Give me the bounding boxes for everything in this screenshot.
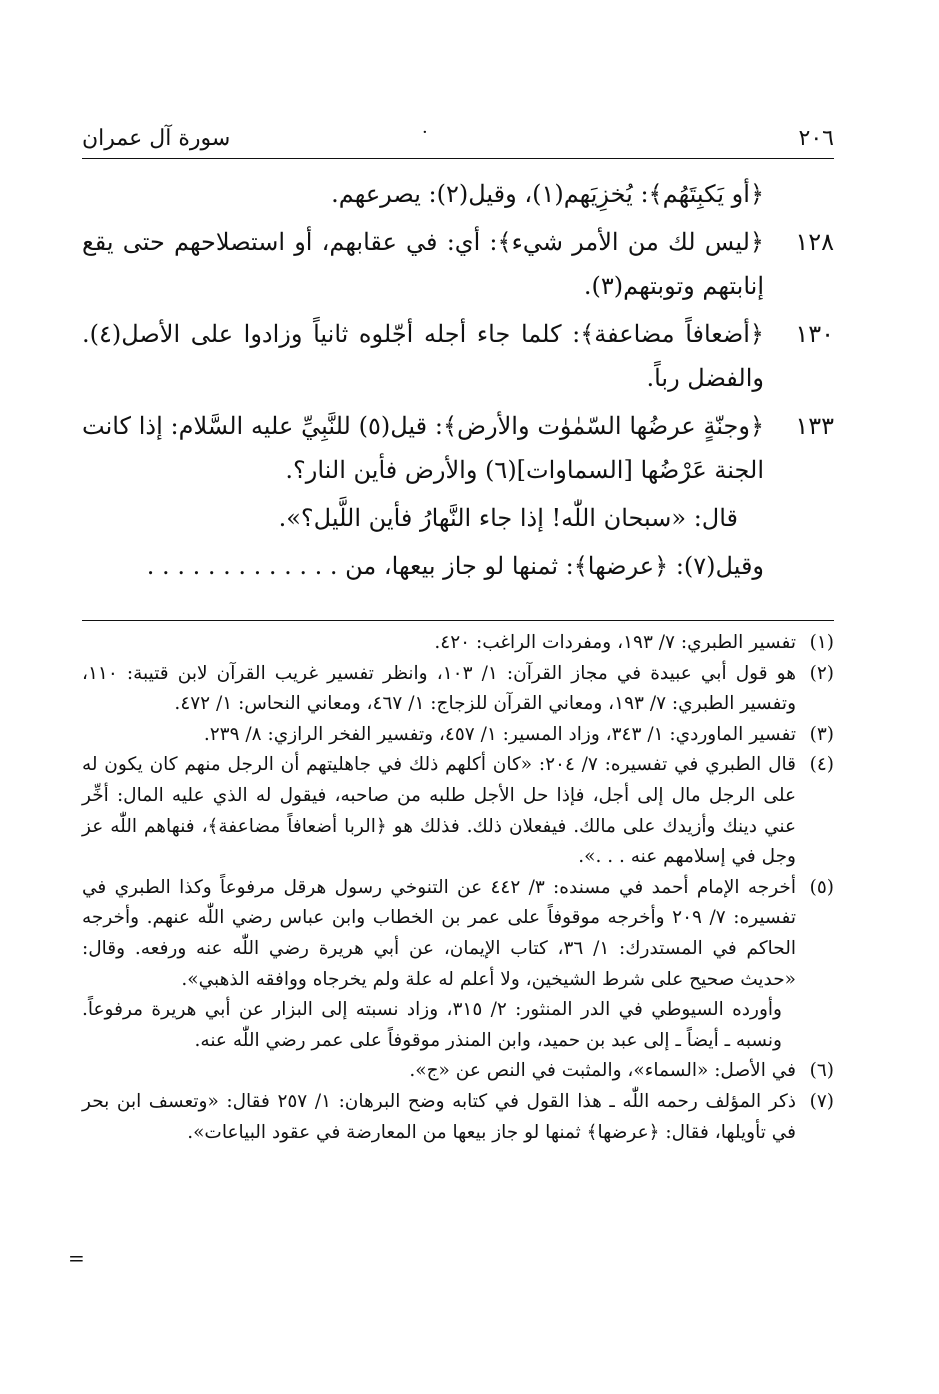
entry-quote — [82, 496, 834, 540]
footnote-paragraph: في الأصل: «السماء»، والمثبت في النص عن «ج». — [409, 1060, 796, 1082]
header-divider — [82, 158, 834, 159]
footnote-paragraph: قال الطبري في تفسيره: ٧/ ٢٠٤: «كان أكلهم ذلك في جاهليتهم أن الرجل منهم كان يكون له على الرجل مال إلى أجل، فإذا حل الأجل طلبه من صاحبه، فيقول له الذي عليه المال: أخِّر عني دينك وأزيدك على مالك. فيفعلان ذلك. فذلك هو ﴿الربا أضعافاً مضاعفة﴾، فنهاهم اللّٰه عز وجل في إسلامهم عنه . . .». — [82, 754, 796, 868]
footnote-number: (٢) — [809, 662, 834, 684]
entry-133 — [82, 404, 834, 492]
footnote-text — [82, 1087, 796, 1148]
entry-text: قال: «سبحان اللّٰه! إذا جاء النَّهارُ فأين اللَّيل؟». — [278, 504, 738, 532]
page-number: ٢٠٦ — [798, 125, 834, 151]
verse-number: ١٣٠ — [795, 320, 834, 348]
footnote-number: (٣) — [809, 723, 834, 745]
footnote-paragraph: ذكر المؤلف رحمه اللّٰه ـ هذا القول في كتابه وضح البرهان: ١/ ٢٥٧ فقال: «وتعسف ابن بحر في تأويلها، فقال: ﴿عرضها﴾ ثمنها لو جاز بيعها من المعارضة في عقود البياعات». — [82, 1090, 796, 1143]
footnote-number: (٥) — [809, 876, 834, 898]
entry-text: ﴿أو يَكبِتَهُم﴾: يُخزِيَهم(١)، وقيل(٢): يصرعهم. — [331, 180, 764, 208]
entry-text: ﴿ليس لك من الأمر شيء﴾: أي: في عقابهم، أو استصلاحهم حتى يقع إنابتهم وتوبتهم(٣). — [82, 228, 764, 300]
footnote-paragraph: تفسير الماوردي: ١/ ٣٤٣، وزاد المسير: ١/ ٤٥٧، وتفسير الفخر الرازي: ٨/ ٢٣٩. — [203, 723, 796, 745]
entry-128 — [82, 220, 834, 308]
continuation-mark: = — [68, 1246, 85, 1270]
footnote — [82, 659, 834, 720]
footnote-paragraph: أخرجه الإمام أحمد في مسنده: ٣/ ٤٤٢ عن التنوخي رسول هرقل مرفوعاً وكذا الطبري في تفسيره: ٧/ ٢٠٩ وأخرجه موقوفاً على عمر بن الخطاب وابن عباس رضي اللّٰه عنهم. وأخرجه الحاكم في المستدرك: ١/ ٣٦، كتاب الإيمان، عن أبي هريرة رضي اللّٰه عنه ورفعه. وقال: «حديث صحيح على شرط الشيخين، ولا أعلم له علة ولم يخرجاه ووافقه الذهبي». — [82, 876, 796, 990]
footnote-text — [82, 659, 796, 720]
verse-number: ١٣٣ — [795, 412, 834, 440]
footnote-paragraph: تفسير الطبري: ٧/ ١٩٣، ومفردات الراغب: ٤٢٠. — [434, 632, 796, 653]
footnote-divider — [82, 620, 834, 621]
footnote — [82, 1087, 834, 1148]
footnote-paragraph: وأورده السيوطي في الدر المنثور: ٢/ ٣١٥، وزاد نسبته إلى البزار عن أبي هريرة مرفوعاً. ونسبه ـ أيضاً ـ إلى عبد بن حميد، وابن المنذر موقوفاً على عمر رضي اللّٰه عنه. — [82, 999, 782, 1051]
verse-number: ١٢٨ — [795, 228, 834, 256]
main-text — [82, 172, 834, 592]
footnote-paragraph: هو قول أبي عبيدة في مجاز القرآن: ١/ ١٠٣، وانظر تفسير غريب القرآن لابن قتيبة: ١١٠، وتفسير الطبري: ٧/ ١٩٣، ومعاني القرآن للزجاج: ١/ ٤٦٧، ومعاني النحاس: ١/ ٤٧٢. — [82, 662, 796, 715]
footnote — [82, 628, 834, 659]
footnotes — [82, 628, 834, 1148]
entry-continuation — [82, 172, 834, 216]
footnote — [82, 750, 834, 872]
entry-continuation — [82, 544, 834, 588]
footnote-number: (٧) — [809, 1090, 834, 1112]
page-header — [82, 120, 834, 156]
surah-title: سورة آل عمران — [82, 125, 231, 151]
entry-130 — [82, 312, 834, 400]
footnote-number: (٤) — [809, 754, 834, 776]
header-dot: · — [422, 122, 428, 143]
entry-text: ﴿وجنّةٍ عرضُها السّمٰوٰت والأرض﴾: قيل(٥) للنَّبِيِّ عليه السَّلام: إذا كانت الجنة عَرْضُها [السماوات](٦) والأرض فأين النار؟. — [82, 412, 765, 484]
footnote-text — [82, 873, 796, 1057]
footnote — [82, 1056, 834, 1087]
entry-text: وقيل(٧): ﴿عرضها﴾: ثمنها لو جاز بيعها، من . . . . . . . . . . . . . — [146, 552, 764, 580]
footnote-text — [82, 720, 796, 751]
entry-text: ﴿أضعافاً مضاعفة﴾: كلما جاء أجله أجّلوه ثانياً وزادوا على الأصل(٤). والفضل رباً. — [82, 320, 764, 392]
footnote-text — [82, 628, 796, 659]
footnote-number: (٦) — [809, 1060, 834, 1082]
footnote — [82, 873, 834, 1057]
footnote-number: (١) — [809, 632, 834, 653]
footnote-text — [82, 1056, 796, 1087]
footnote-text — [82, 750, 796, 872]
footnote — [82, 720, 834, 751]
